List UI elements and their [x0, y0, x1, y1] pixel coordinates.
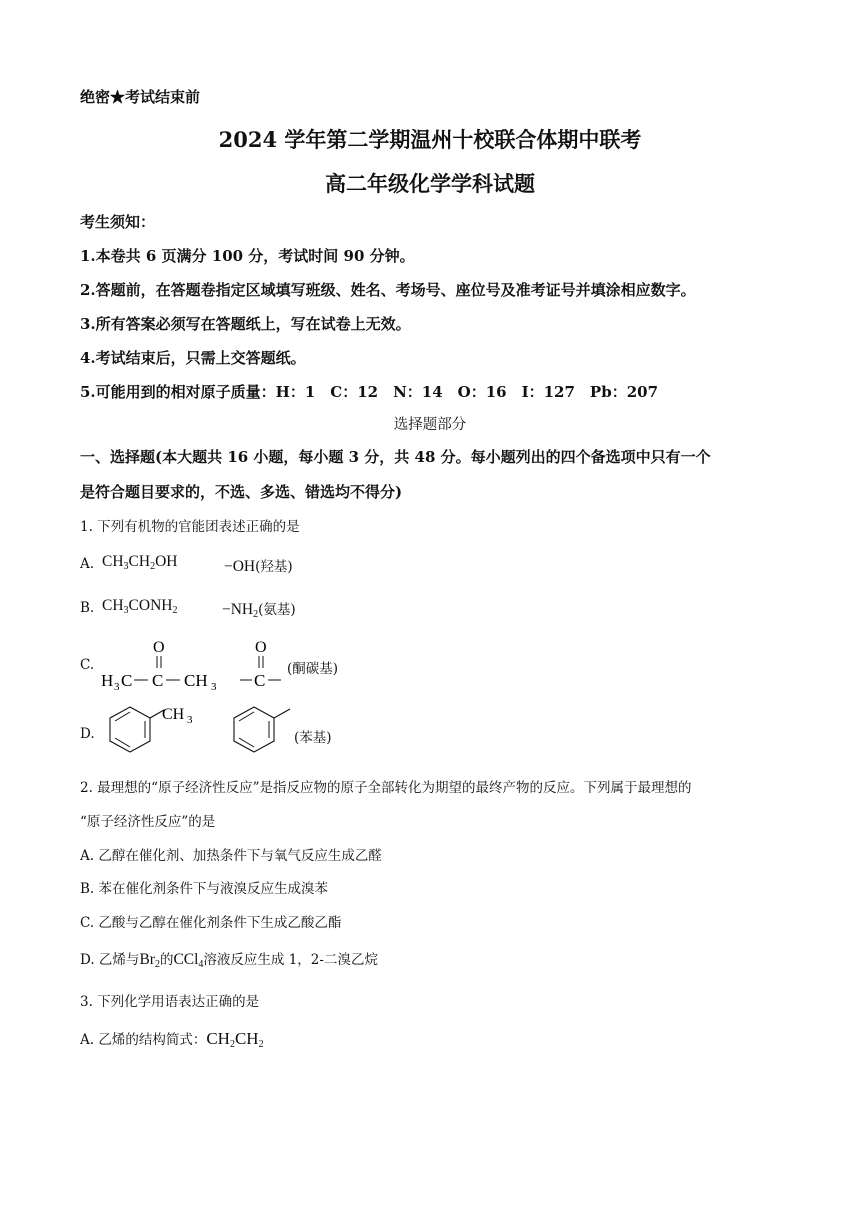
- svg-text:3: 3: [114, 681, 120, 693]
- q2-option-d: D. 乙烯与$Br_2$的CCl$_4$溶液反应生成 1，2-二溴乙烷: [80, 951, 378, 970]
- q1-option-a-group: −OH(羟基): [224, 558, 293, 575]
- notice-item-1: 1.本卷共 6 页满分 100 分，考试时间 90 分钟。: [80, 247, 415, 265]
- notice-item-2: 2.答题前，在答题卷指定区域填写班级、姓名、考场号、座位号及准考证号并填涂相应数字。: [80, 281, 696, 299]
- q3-option-a: A. 乙烯的结构简式：$CH_2CH_2$: [80, 1029, 264, 1050]
- section-title: 选择题部分: [393, 417, 467, 433]
- secret-label: 绝密★考试结束前: [80, 88, 201, 106]
- notice-heading: 考生须知：: [80, 213, 156, 231]
- q1-option-a-label: A.: [80, 556, 95, 572]
- q1-option-d-phenyl-structure: [226, 702, 296, 756]
- q2-option-c: C. 乙酸与乙醇在催化剂条件下生成乙酸乙酯: [80, 915, 342, 931]
- q1-option-d-name: (苯基): [294, 730, 332, 746]
- q2-option-a: A. 乙醇在催化剂、加热条件下与氧气反应生成乙醛: [80, 848, 382, 864]
- svg-text:C: C: [121, 671, 133, 690]
- svg-text:H: H: [101, 671, 114, 690]
- part1-instructions-line2: 是符合题目要求的，不选、多选、错选均不得分): [80, 483, 403, 501]
- q1-option-a-compound: $CH_3CH_2OH$: [102, 553, 178, 572]
- svg-text:C: C: [152, 671, 164, 690]
- exam-title: 2024 学年第二学期温州十校联合体期中联考: [218, 127, 642, 152]
- exam-subtitle: 高二年级化学学科试题: [325, 171, 535, 196]
- q1-option-d-label: D.: [80, 726, 95, 742]
- q1-option-b-group: $-NH_2$(氨基): [222, 601, 296, 620]
- notice-item-3: 3.所有答案必须写在答题纸上，写在试卷上无效。: [80, 315, 411, 333]
- q1-option-d-toluene-structure: [96, 702, 206, 756]
- q2-option-b: B. 苯在催化剂条件下与液溴反应生成溴苯: [80, 881, 329, 897]
- q1-option-b-compound: $CH_3CONH_2$: [102, 597, 178, 616]
- q1-stem: 1. 下列有机物的官能团表述正确的是: [80, 519, 300, 535]
- q2-stem-line2: “原子经济性反应”的是: [80, 814, 216, 830]
- svg-text:CH: CH: [162, 706, 185, 723]
- q2-stem-line1: 2. 最理想的“原子经济性反应”是指反应物的原子全部转化为期望的最终产物的反应。下列属于最理想的: [80, 780, 692, 796]
- q1-option-b-label: B.: [80, 600, 95, 616]
- svg-text:C: C: [254, 671, 266, 690]
- svg-text:O: O: [255, 639, 267, 656]
- notice-item-4: 4.考试结束后，只需上交答题纸。: [80, 349, 306, 367]
- svg-text:3: 3: [187, 714, 193, 726]
- notice-item-5: 5.可能用到的相对原子质量：H：1 C：12 N：14 O：16 I：127 Pb：207: [80, 383, 659, 401]
- q1-option-c-label: C.: [80, 657, 95, 673]
- q1-option-c-acetone-structure: [98, 636, 298, 694]
- part1-instructions-line1: 一、选择题(本大题共 16 小题，每小题 3 分，共 48 分。每小题列出的四个备选项中只有一个: [80, 448, 711, 466]
- svg-text:3: 3: [211, 681, 217, 693]
- svg-text:CH: CH: [184, 671, 208, 690]
- q1-option-c-name: (酮碳基): [287, 661, 339, 677]
- q3-stem: 3. 下列化学用语表达正确的是: [80, 994, 260, 1010]
- svg-text:O: O: [153, 639, 165, 656]
